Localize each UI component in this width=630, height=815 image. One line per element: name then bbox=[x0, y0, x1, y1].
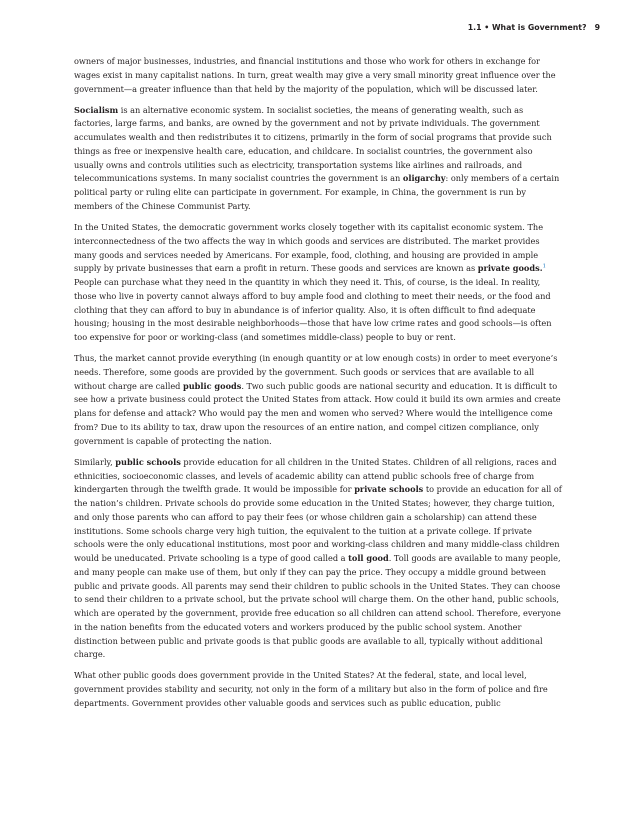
term-socialism: Socialism bbox=[74, 104, 119, 115]
page-number: 9 bbox=[594, 23, 600, 32]
paragraph-3 bbox=[74, 221, 562, 345]
term-private-schools: private schools bbox=[354, 484, 424, 495]
text-run: to provide an education for all of the nation’s children. Private schools do provide some education in the United States; however, they charge tuition, and only those parents who can afford to pay their fees (or whose children gain a scholarship) can attend these institutions. Some schools charge very high tuition, the equivalent to the tuition at a private college. If private schools were the only educational institutions, most poor and working-class children and many middle-class children would be uneducated. Private schooling is a type of good called a bbox=[74, 484, 562, 564]
paragraph-4 bbox=[74, 352, 562, 448]
text-run: What other public goods does government provide in the United States? At the federal, state, and local level, government provides stability and security, not only in the form of a military but also in the form of police and fire departments. Government provides other valuable goods and services such as public education, public bbox=[74, 670, 548, 708]
paragraph-6 bbox=[74, 669, 562, 710]
term-private-goods: private goods. bbox=[477, 263, 543, 274]
text-run: Thus, the market cannot provide everything (in enough quantity or at low enough costs) in order to meet everyone’s needs. Therefore, some goods are provided by the government. Such goods or services that are available to all without charge are called bbox=[74, 353, 558, 391]
term-public-goods: public goods bbox=[183, 380, 242, 391]
running-header bbox=[468, 23, 600, 32]
paragraph-1 bbox=[74, 55, 562, 96]
text-run: is an alternative economic system. In socialist societies, the means of generating wealth, such as factories, large farms, and banks, are owned by the government and not by private individuals. The government accumulates wealth and then redistributes it to citizens, primarily in the form of social programs that provide such things as free or inexpensive health care, education, and childcare. In socialist countries, the government also usually owns and controls utilities such as electricity, transportation systems like airlines and railroads, and telecommunications systems. In many socialist countries the government is an bbox=[74, 104, 552, 184]
text-run: provide education for all children in the United States. Children of all religions, races and ethnicities, socioeconomic classes, and levels of academic ability can attend public schools free of charge from kindergarten through the twelfth grade. It would be impossible for bbox=[74, 456, 557, 495]
page-body bbox=[74, 55, 562, 718]
text-run: In the United States, the democratic government works closely together with its capitalist economic system. The interconnectedness of the two affects the way in which goods and services are distributed. The market provides many goods and services needed by Americans. For example, food, clothing, and housing are provided in ample supply by private businesses that earn a profit in return. These goods and services are known as bbox=[74, 222, 544, 274]
paragraph-2 bbox=[74, 104, 562, 214]
text-run: owners of major businesses, industries, and financial institutions and those who work for others in exchange for wages exist in many capitalist nations. In turn, great wealth may give a very small minority great influence over the government—a greater influence than that held by the majority of the population, which will be discussed later. bbox=[74, 56, 556, 94]
term-oligarchy: oligarchy bbox=[402, 173, 446, 184]
term-public-schools: public schools bbox=[115, 456, 181, 467]
text-run: People can purchase what they need in the quantity in which they need it. This, of course, is the ideal. In reality, those who live in poverty cannot always afford to buy ample food and clothing to meet their needs, or the food and clothing that they can afford to buy in abundance is of inferior quality. Also, it is often difficult to find adequate housing; housing in the most desirable neighborhoods—those that have low crime rates and good schools—is often too expensive for poor or working-class (and sometimes middle-class) people to buy or rent. bbox=[74, 277, 552, 343]
text-run: : only members of a certain political party or ruling elite can participate in government. For example, in China, the government is run by members of the Chinese Communist Party. bbox=[74, 173, 560, 211]
text-run: . Two such public goods are national security and education. It is difficult to see how a private business could protect the United States from attack. How could it build its own armies and create plans for defense and attack? Who would pay the men and women who served? Where would the intelligence come from? Due to its ability to tax, draw upon the resources of an entire nation, and compel citizen compliance, only government is capable of protecting the nation. bbox=[74, 380, 561, 446]
term-toll-good: toll good bbox=[348, 553, 389, 564]
paragraph-5 bbox=[74, 456, 562, 662]
text-run: Similarly, bbox=[74, 456, 116, 467]
text-run: . Toll goods are available to many people, and many people can make use of them, but only if they can pay the price. They occupy a middle ground between public and private goods. All parents may send their children to public schools in the United States. They can choose to send their children to a private school, but the private school will charge them. On the other hand, public schools, which are operated by the government, provide free education so all children can attend school. Therefore, everyone in the nation benefits from the educated voters and workers produced by the public school system. Another distinction between public and private goods is that public goods are available to all, typically without additional charge. bbox=[74, 553, 561, 660]
section-title: 1.1 • What is Government? bbox=[467, 23, 587, 32]
footnote-link[interactable]: 1 bbox=[542, 263, 547, 270]
